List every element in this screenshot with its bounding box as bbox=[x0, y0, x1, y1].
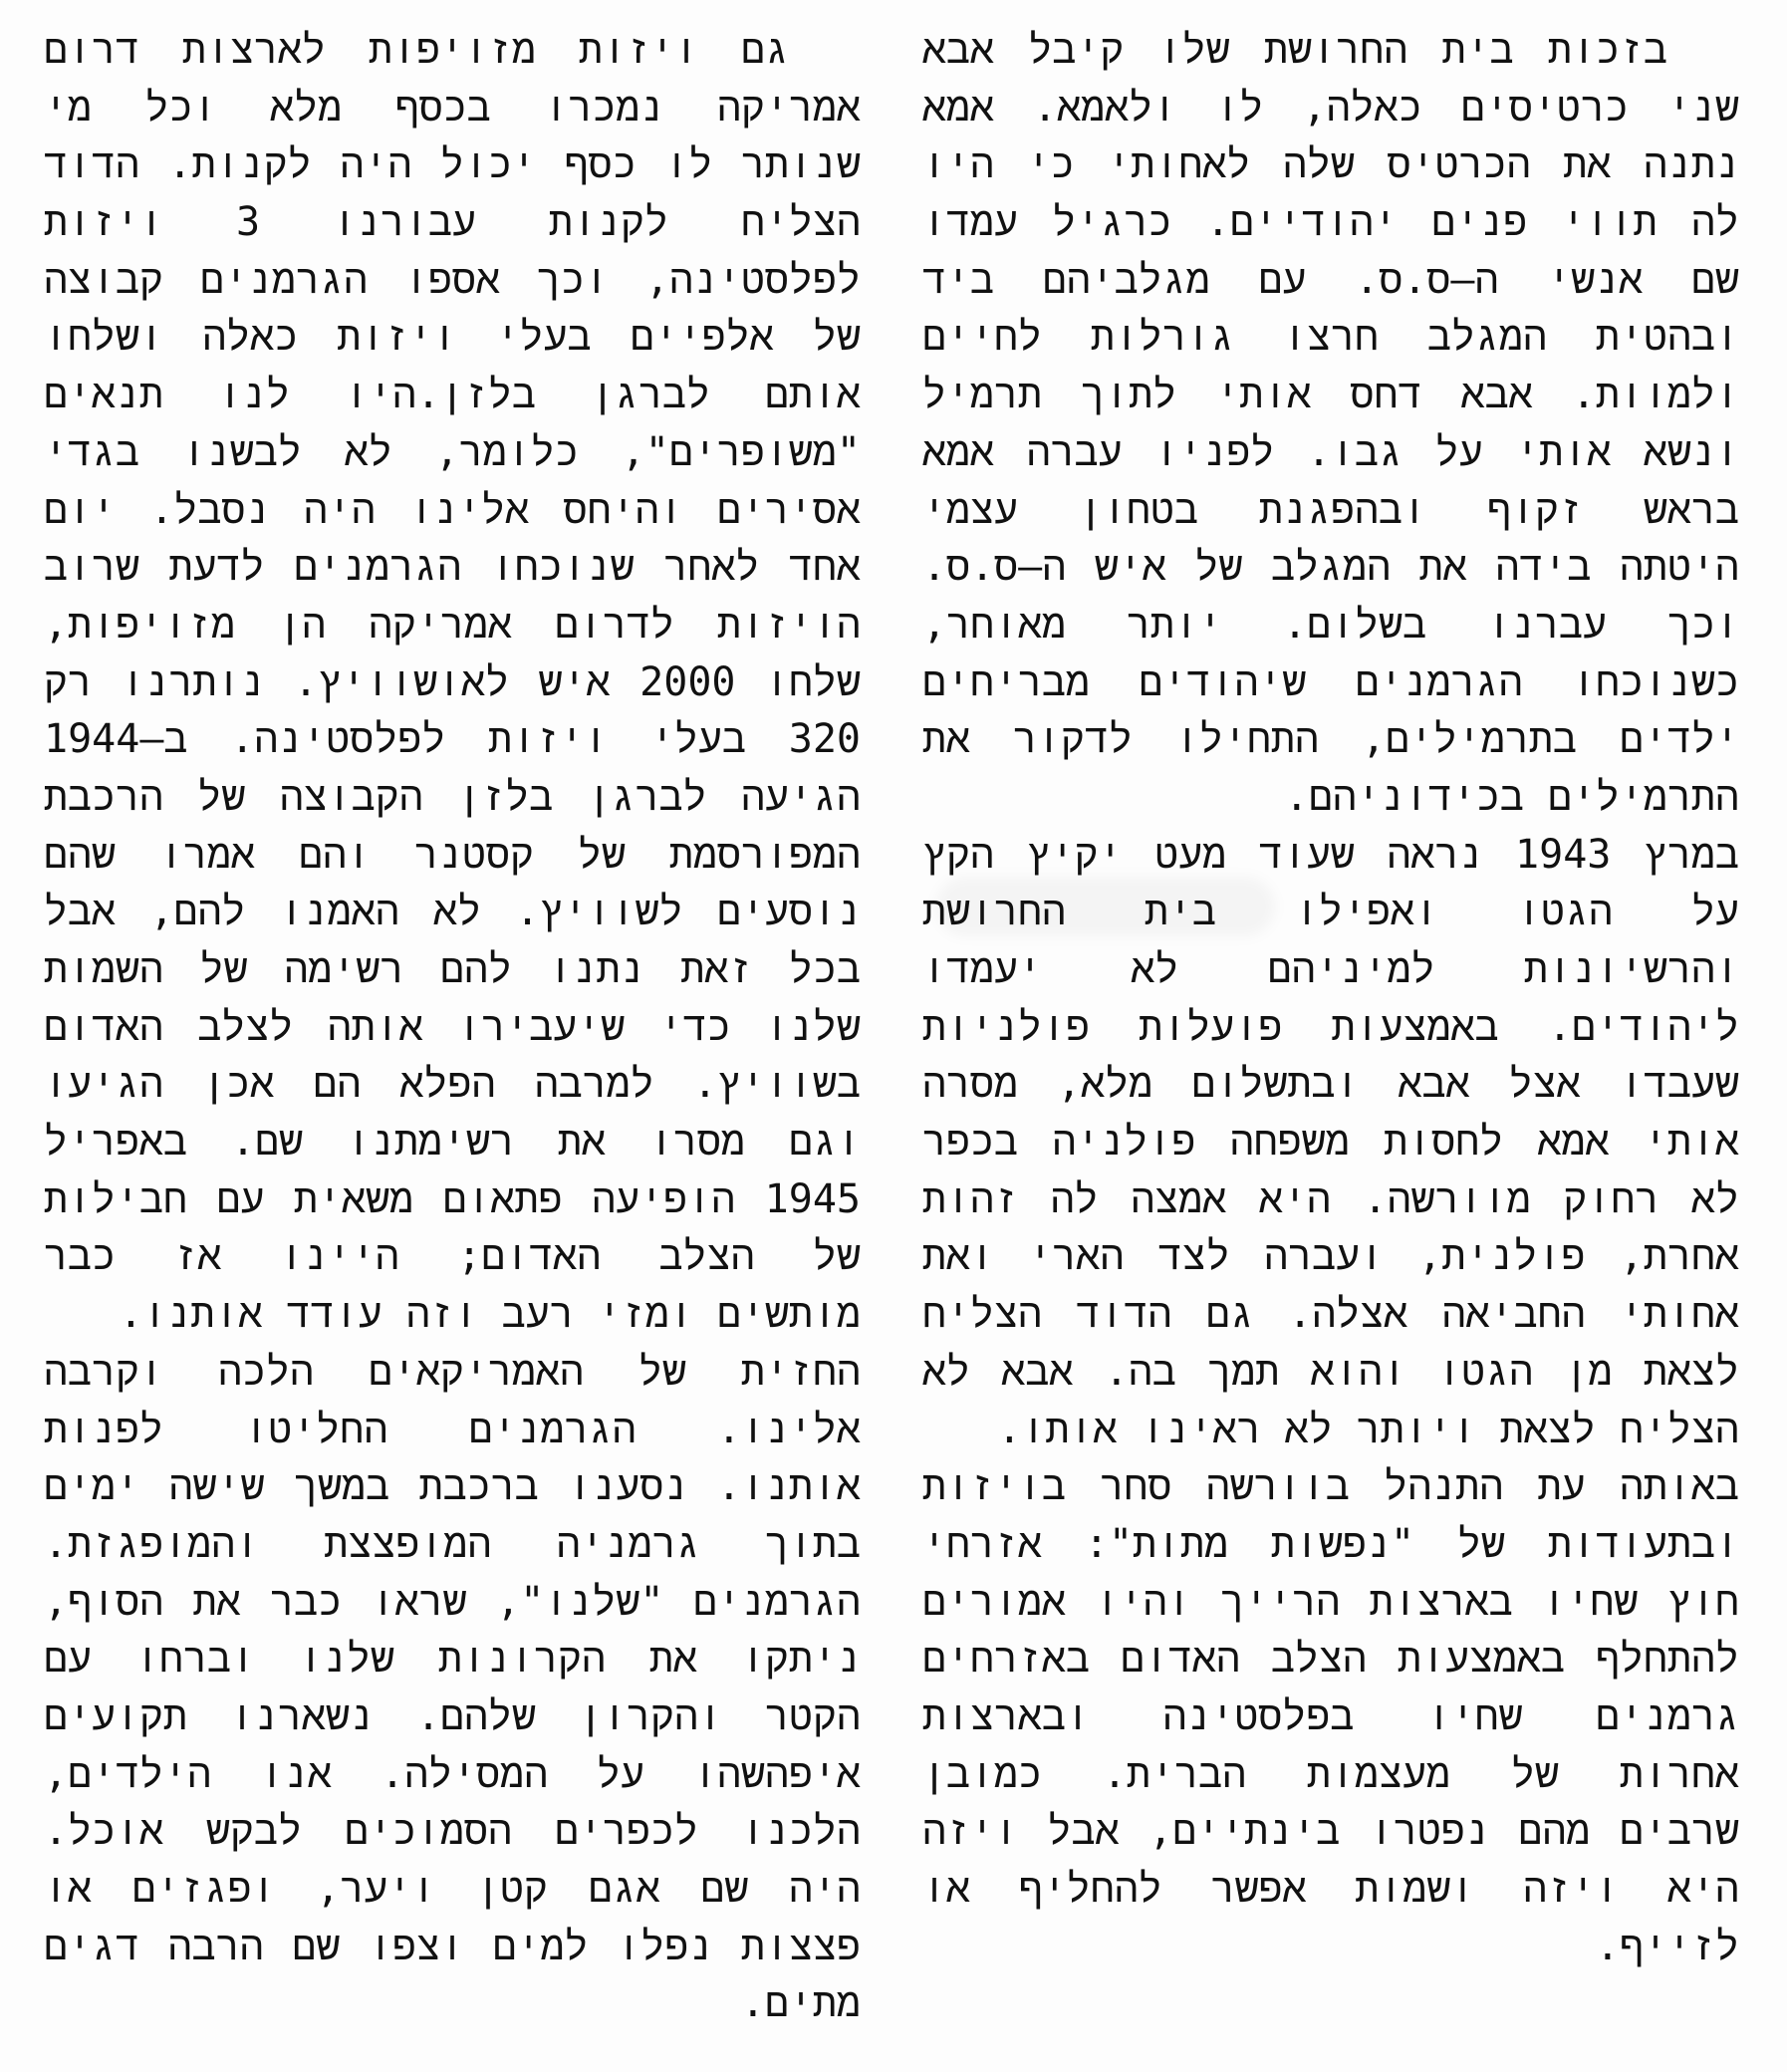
text-line: אותם לברגן בלזן.היו לנו תנאים bbox=[44, 372, 861, 418]
text-line: ובתעודות של "נפשות מתות": אזרחי bbox=[922, 1520, 1739, 1567]
text-line: נוסעים לשוויץ. לא האמנו להם, אבל bbox=[44, 889, 861, 935]
text-line: והרשיונות למיניהם לא יעמדו bbox=[922, 946, 1739, 992]
text-line: בשוויץ. למרבה הפלא הם אכן הגיעו bbox=[44, 1061, 861, 1108]
text-line: גם ויזות מזויפות לארצות דרום bbox=[44, 27, 789, 73]
text-line: במרץ 1943 נראה שעוד מעט יקיץ הקץ bbox=[922, 831, 1739, 878]
text-line: גרמנים שחיו בפלסטינה ובארצות bbox=[922, 1692, 1739, 1739]
text-line: שני כרטיסים כאלה, לו ולאמא. אמא bbox=[922, 84, 1739, 130]
text-line: שלחו 2000 איש לאושוויץ. נותרנו רק bbox=[44, 658, 861, 705]
text-line: הויזות לדרום אמריקה הן מזויפות, bbox=[44, 601, 861, 648]
text-line: הגרמנים "שלנו", שראו כבר את הסוף, bbox=[44, 1578, 861, 1625]
text-line: הקטר והקרון שלהם. נשארנו תקועים bbox=[44, 1692, 861, 1739]
text-line: ילדים בתרמילים, התחילו לדקור את bbox=[922, 716, 1739, 763]
text-line: בכל זאת נתנו להם רשימה של השמות bbox=[44, 946, 861, 992]
text-line: שלנו כדי שיעבירו אותה לצלב האדום bbox=[44, 1003, 861, 1050]
text-line: אותנו. נסענו ברכבת במשך שישה ימים bbox=[44, 1463, 861, 1510]
text-line: שם אנשי ה–ס.ס. עם מגלביהם ביד bbox=[922, 256, 1739, 303]
text-line: ליהודים. באמצעות פועלות פולניות bbox=[922, 1003, 1739, 1050]
text-line: בזכות בית החרושת שלו קיבל אבא bbox=[922, 27, 1667, 73]
text-line: לזייף. bbox=[1595, 1923, 1739, 1969]
text-line: 1945 הופיעה פתאום משאית עם חבילות bbox=[44, 1175, 861, 1222]
text-line: פצצות נפלו למים וצפו שם הרבה דגים bbox=[44, 1923, 861, 1969]
text-line: בראש זקוף ובהפגנת בטחון עצמי bbox=[922, 486, 1739, 533]
text-line: לא רחוק מוורשה. היא אמצה לה זהות bbox=[922, 1175, 1739, 1222]
text-line: מותשים ומזי רעב וזה עודד אותנו. bbox=[119, 1291, 861, 1338]
text-line: הלכנו לכפרים הסמוכים לבקש אוכל. bbox=[44, 1808, 861, 1855]
text-line: שנותר לו כסף יכול היה לקנות. הדוד bbox=[44, 141, 861, 188]
text-line: חוץ שחיו בארצות הרייך והיו אמורים bbox=[922, 1578, 1739, 1625]
text-line: וגם מסרו את רשימתנו שם. באפריל bbox=[44, 1119, 861, 1166]
text-line: אלינו. הגרמנים החליטו לפנות bbox=[44, 1406, 861, 1452]
text-line: לה תווי פנים יהודיים. כרגיל עמדו bbox=[922, 199, 1739, 246]
text-line: אמריקה נמכרו בכסף מלא וכל מי bbox=[44, 84, 861, 130]
text-line: ולמוות. אבא דחס אותי לתוך תרמיל bbox=[922, 372, 1739, 418]
text-line: הגיעה לברגן בלזן הקבוצה של הרכבת bbox=[44, 773, 861, 820]
text-line: החזית של האמריקאים הלכה וקרבה bbox=[44, 1348, 861, 1395]
text-line: הצליח לצאת ויותר לא ראינו אותו. bbox=[997, 1406, 1739, 1452]
text-line: אחד לאחר שנוכחו הגרמנים לדעת שרוב bbox=[44, 544, 861, 591]
text-line: של אלפיים בעלי ויזות כאלה ושלחו bbox=[44, 314, 861, 361]
text-line: המפורסמת של קסטנר והם אמרו שהם bbox=[44, 831, 861, 878]
text-line: היה שם אגם קטן ויער, ופגזים או bbox=[44, 1866, 861, 1912]
text-line: היטתה בידה את המגלב של איש ה–ס.ס. bbox=[922, 544, 1739, 591]
text-line: איפהשהו על המסילה. אנו הילדים, bbox=[44, 1750, 861, 1797]
text-line: מתים. bbox=[740, 1980, 861, 2027]
right-text-column bbox=[922, 22, 1739, 1975]
text-line: נתנה את הכרטיס שלה לאחותי כי היו bbox=[922, 141, 1739, 188]
text-line: על הגטו ואפילו בית החרושת bbox=[922, 889, 1739, 935]
text-line: התרמילים בכידוניהם. bbox=[1284, 773, 1739, 820]
text-line: 320 בעלי ויזות לפלסטינה. ב–1944 bbox=[44, 716, 861, 763]
text-line: אחותי החביאה אצלה. גם הדוד הצליח bbox=[922, 1291, 1739, 1338]
text-line: באותה עת התנהל בוורשה סחר בויזות bbox=[922, 1463, 1739, 1510]
text-line: להתחלף באמצעות הצלב האדום באזרחים bbox=[922, 1636, 1739, 1683]
text-line: שרבים מהם נפטרו בינתיים, אבל ויזה bbox=[922, 1808, 1739, 1855]
text-line: לצאת מן הגטו והוא תמך בה. אבא לא bbox=[922, 1348, 1739, 1395]
text-line: "משופרים", כלומר, לא לבשנו בגדי bbox=[44, 428, 861, 475]
text-line: אסירים והיחס אלינו היה נסבל. יום bbox=[44, 486, 861, 533]
text-line: היא ויזה ושמות אפשר להחליף או bbox=[922, 1866, 1739, 1912]
text-line: שעבדו אצל אבא ובתשלום מלא, מסרה bbox=[922, 1061, 1739, 1108]
left-text-column bbox=[44, 22, 861, 2033]
text-line: ונשא אותי על גבו. לפניו עברה אמא bbox=[922, 428, 1739, 475]
text-line: בתוך גרמניה המופצצת והמופגזת. bbox=[44, 1520, 861, 1567]
text-line: ובהטית המגלב חרצו גורלות לחיים bbox=[922, 314, 1739, 361]
text-line: כשנוכחו הגרמנים שיהודים מבריחים bbox=[922, 658, 1739, 705]
text-line: וכך עברנו בשלום. יותר מאוחר, bbox=[922, 601, 1739, 648]
text-line: אותי אמא לחסות משפחה פולניה בכפר bbox=[922, 1119, 1739, 1166]
text-line: אחרת, פולנית, ועברה לצד הארי ואת bbox=[922, 1233, 1739, 1280]
text-line: אחרות של מעצמות הברית. כמובן bbox=[922, 1750, 1739, 1797]
text-line: לפלסטינה, וכך אספו הגרמנים קבוצה bbox=[44, 256, 861, 303]
text-line: של הצלב האדום; היינו אז כבר bbox=[44, 1233, 861, 1280]
text-line: ניתקו את הקרונות שלנו וברחו עם bbox=[44, 1636, 861, 1683]
text-line: הצליח לקנות עבורנו 3 ויזות bbox=[44, 199, 861, 246]
